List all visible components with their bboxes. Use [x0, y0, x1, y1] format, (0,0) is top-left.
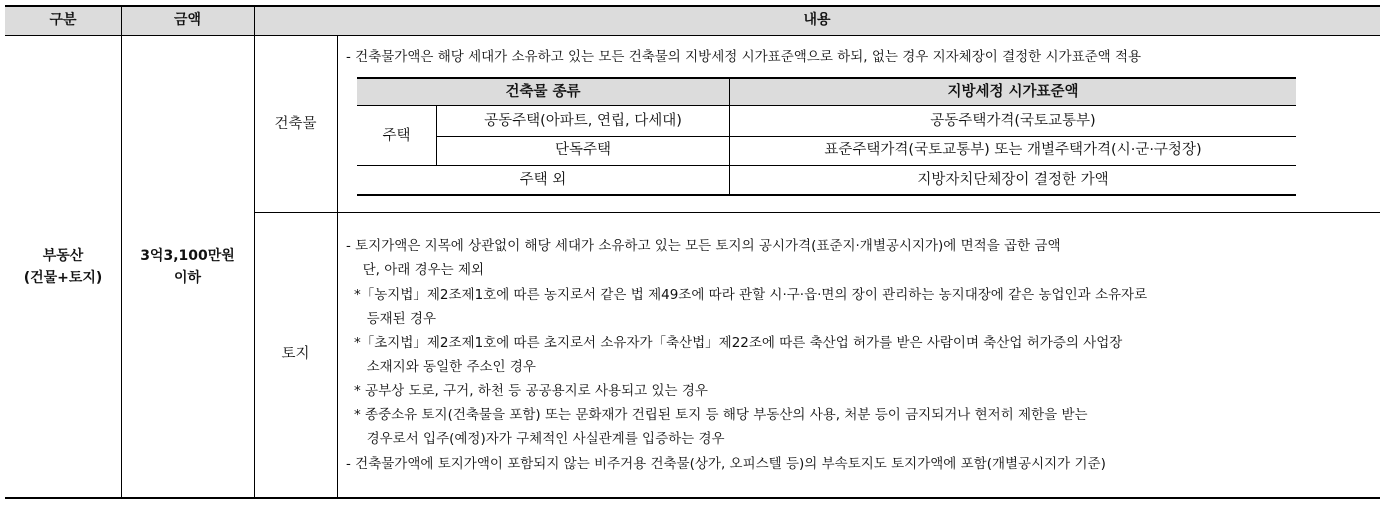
header-category: 구분	[49, 12, 77, 28]
inner-row2-value: 표준주택가격(국토교통부) 또는 개별주택가격(시·군·구청장)	[824, 142, 1202, 158]
land-line-5: 소재지와 동일한 주소인 경우	[358, 359, 536, 375]
col-divider-2	[254, 5, 255, 498]
inner-row2-type: 단독주택	[554, 142, 612, 158]
inner-row-divider-2	[357, 165, 1296, 166]
land-line-4: *「초지법」제2조제1호에 따른 초지로서 소유자가「축산법」제22조에 따른 축산업 허가를 받은 사람이며 축산업 허가증의 사업장	[354, 335, 1123, 351]
land-line-1: 단, 아래 경우는 제외	[354, 262, 485, 278]
building-land-divider	[254, 212, 1380, 213]
category-line1: 부동산	[42, 248, 84, 264]
amount-cell	[121, 245, 254, 289]
header-amount: 금액	[173, 12, 202, 28]
inner-row1-value: 공동주택가격(국토교통부)	[930, 113, 1096, 129]
inner-header-border	[357, 105, 1296, 106]
amount-line1: 3억3,100만원	[140, 248, 235, 264]
land-line-6: * 공부상 도로, 구거, 하천 등 공공용지로 사용되고 있는 경우	[354, 383, 708, 399]
col-divider-3	[337, 36, 338, 498]
land-line-8: 경우로서 입주(예정)자가 구체적인 사실관계를 입증하는 경우	[358, 431, 725, 447]
land-line-3: 등재된 경우	[358, 311, 437, 327]
land-label: 토지	[281, 346, 310, 362]
land-line-0: - 토지가액은 지목에 상관없이 해당 세대가 소유하고 있는 모든 토지의 공시가격(표준지·개별공시지가)에 면적을 곱한 금액	[346, 238, 1061, 254]
inner-housing-label: 주택	[382, 128, 411, 144]
header-bottom-border	[5, 35, 1380, 36]
inner-bottom-border	[357, 194, 1296, 196]
inner-top-border	[357, 77, 1296, 79]
land-line-2: *「농지법」제2조제1호에 따른 농지로서 같은 법 제49조에 따라 관할 시·구·읍·면의 장이 관리하는 농지대장에 같은 농업인과 소유자로	[354, 287, 1148, 303]
land-line-7: * 종중소유 토지(건축물을 포함) 또는 문화재가 건립된 토지 등 해당 부동산의 사용, 처분 등이 금지되거나 현저히 제한을 받는	[354, 407, 1088, 423]
table-top-border	[5, 5, 1380, 7]
inner-row1-type: 공동주택(아파트, 연립, 다세대)	[484, 113, 682, 129]
inner-head-value: 지방세정 시가표준액	[947, 84, 1079, 100]
table-bottom-border	[5, 497, 1380, 499]
inner-other-value: 지방자치단체장이 결정한 가액	[917, 172, 1109, 188]
inner-other-type: 주택 외	[519, 172, 567, 188]
amount-line2: 이하	[173, 270, 202, 286]
building-label: 건축물	[274, 116, 317, 132]
building-note: - 건축물가액은 해당 세대가 소유하고 있는 모든 건축물의 지방세정 시가표준액으로 하되, 없는 경우 지자체장이 결정한 시가표준액 적용	[346, 49, 1142, 65]
inner-row-divider-1	[436, 136, 1296, 137]
inner-head-type: 건축물 종류	[505, 84, 581, 100]
category-cell	[5, 245, 121, 289]
category-line2: (건물+토지)	[23, 270, 103, 286]
land-line-9: - 건축물가액에 토지가액이 포함되지 않는 비주거용 건축물(상가, 오피스텔 등)의 부속토지도 토지가액에 포함(개별공시지가 기준)	[346, 456, 1106, 472]
header-content: 내용	[803, 12, 831, 28]
